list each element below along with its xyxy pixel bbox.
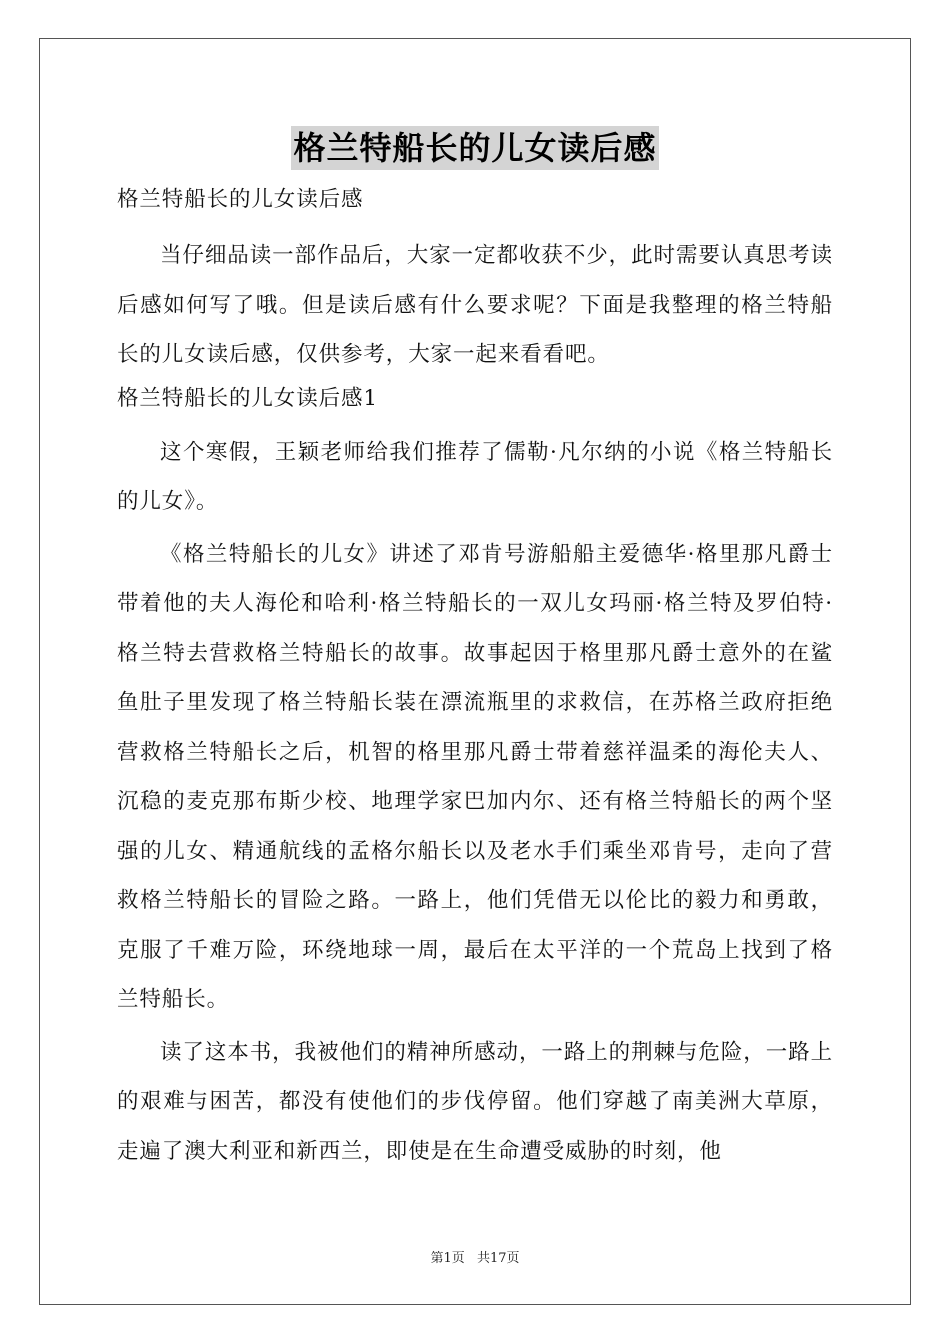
- document-subtitle: 格兰特船长的儿女读后感: [117, 187, 364, 212]
- body-paragraph: 这个寒假，王颖老师给我们推荐了儒勒·凡尔纳的小说《格兰特船长的儿女》。: [117, 439, 833, 514]
- document-body: [117, 178, 833, 1176]
- document-title: 格兰特船长的儿女读后感: [291, 126, 658, 170]
- section-heading: 格兰特船长的儿女读后感1: [117, 385, 378, 411]
- page-number: 第1页: [430, 1251, 465, 1266]
- body-paragraph: 《格兰特船长的儿女》讲述了邓肯号游船船主爱德华·格里那凡爵士带着他的夫人海伦和哈利·格兰特船长的一双儿女玛丽·格兰特及罗伯特·格兰特去营救格兰特船长的故事。故事起因于格里那凡爵士意外的在鲨鱼肚子里发现了格兰特船长装在漂流瓶里的求救信，在苏格兰政府拒绝营救格兰特船长之后，机智的格里那凡爵士带着慈祥温柔的海伦夫人、沉稳的麦克那布斯少校、地理学家巴加内尔、还有格兰特船长的两个坚强的儿女、精通航线的孟格尔船长以及老水手们乘坐邓肯号，走向了营救格兰特船长的冒险之路。一路上，他们凭借无以伦比的毅力和勇敢，克服了千难万险，环绕地球一周，最后在太平洋的一个荒岛上找到了格兰特船长。: [117, 541, 833, 1012]
- page-footer: [0, 1247, 950, 1266]
- page-total: 共17页: [476, 1251, 520, 1266]
- title-container: [0, 126, 950, 170]
- body-paragraph: 读了这本书，我被他们的精神所感动，一路上的荆棘与危险，一路上的艰难与困苦，都没有使他们的步伐停留。他们穿越了南美洲大草原，走遍了澳大利亚和新西兰，即使是在生命遭受威胁的时刻，他: [117, 1039, 833, 1164]
- intro-paragraph: 当仔细品读一部作品后，大家一定都收获不少，此时需要认真思考读后感如何写了哦。但是读后感有什么要求呢？下面是我整理的格兰特船长的儿女读后感，仅供参考，大家一起来看看吧。: [117, 243, 833, 367]
